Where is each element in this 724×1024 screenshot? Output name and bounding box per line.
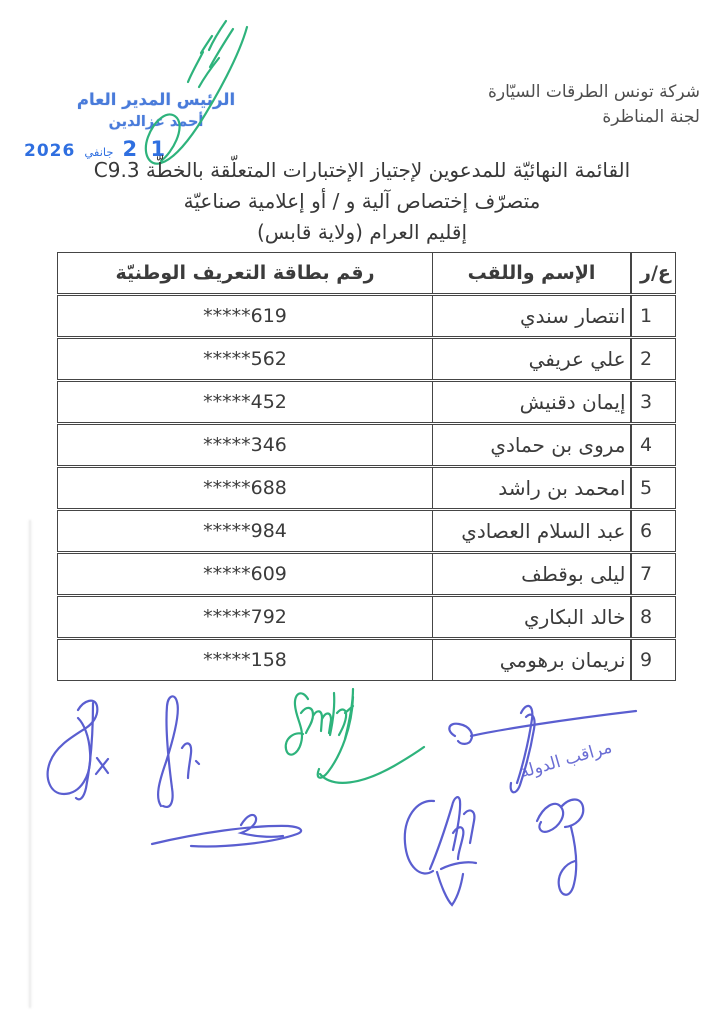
row-rank: 9 xyxy=(630,639,676,681)
row-id-value: *****984 xyxy=(203,520,287,542)
row-id xyxy=(57,553,433,595)
row-id-value: *****619 xyxy=(203,305,287,327)
row-id-value: *****562 xyxy=(203,348,287,370)
date-stamp-month: جانفي xyxy=(84,145,114,159)
candidates-table xyxy=(57,252,676,681)
signatures-block xyxy=(0,680,724,920)
row-id-value: *****346 xyxy=(203,434,287,456)
row-id xyxy=(57,295,433,337)
table-row xyxy=(57,295,676,337)
row-name: علي عريفي xyxy=(432,338,632,380)
row-rank: 7 xyxy=(630,553,676,595)
date-stamp-year: 2026 xyxy=(24,141,76,161)
row-id xyxy=(57,381,433,423)
org-name: شركة تونس الطرقات السيّارة xyxy=(488,82,700,102)
row-id-value: *****792 xyxy=(203,606,287,628)
row-id-value: *****609 xyxy=(203,563,287,585)
row-rank: 8 xyxy=(630,596,676,638)
signature-3-icon xyxy=(286,689,424,783)
row-name: ليلى بوقطف xyxy=(432,553,632,595)
table-row xyxy=(57,596,676,638)
signature-6-icon xyxy=(405,797,476,905)
row-id xyxy=(57,596,433,638)
row-rank: 5 xyxy=(630,467,676,509)
header-id-card: رقم بطاقة التعريف الوطنيّة xyxy=(57,252,433,294)
row-id-value: *****158 xyxy=(203,649,287,671)
row-name: انتصار سندي xyxy=(432,295,632,337)
signature-2-icon xyxy=(158,696,199,807)
title-line-3: إقليم العرام (ولاية قابس) xyxy=(256,220,468,244)
row-rank: 2 xyxy=(630,338,676,380)
header-name: الإسم واللقب xyxy=(432,252,632,294)
table-row xyxy=(57,553,676,595)
stamp-signer-name: أحمد عزالدين xyxy=(108,114,204,130)
stamp-role: الرئيس المدير العام xyxy=(76,90,236,109)
row-name: نريمان برهومي xyxy=(432,639,632,681)
table-row xyxy=(57,510,676,552)
row-id xyxy=(57,467,433,509)
row-id-value: *****688 xyxy=(203,477,287,499)
scan-artifact xyxy=(29,520,31,1008)
row-name: خالد البكاري xyxy=(432,596,632,638)
table-row xyxy=(57,338,676,380)
signature-7-icon xyxy=(537,800,583,895)
row-rank: 3 xyxy=(630,381,676,423)
signature-4-icon xyxy=(152,815,301,847)
header-rank: ع/ر xyxy=(630,252,676,294)
title-line-1: القائمة النهائيّة للمدعوين لإجتياز الإختبارات المتعلّقة بالخطّة C9.3 xyxy=(93,158,631,182)
row-name: امحمد بن راشد xyxy=(432,467,632,509)
document-title xyxy=(28,155,696,248)
row-name: عبد السلام العصادي xyxy=(432,510,632,552)
handwritten-note: مراقب الدولة xyxy=(517,737,615,783)
row-name: مروى بن حمادي xyxy=(432,424,632,466)
row-name: إيمان دقنيش xyxy=(432,381,632,423)
title-line-2: متصرّف إختصاص آلية و / أو إعلامية صناعيّة xyxy=(183,189,541,213)
row-id-value: *****452 xyxy=(203,391,287,413)
table-header-row xyxy=(57,252,676,294)
org-header xyxy=(488,80,700,130)
signature-1-icon xyxy=(48,701,108,800)
row-rank: 6 xyxy=(630,510,676,552)
date-stamp-day: 1 2 xyxy=(122,137,169,161)
committee-name: لجنة المناظرة xyxy=(602,107,700,127)
table-row xyxy=(57,639,676,681)
row-id xyxy=(57,510,433,552)
row-id xyxy=(57,424,433,466)
row-rank: 1 xyxy=(630,295,676,337)
table-row xyxy=(57,424,676,466)
row-id xyxy=(57,639,433,681)
approval-stamp xyxy=(52,90,260,130)
table-row xyxy=(57,467,676,509)
row-id xyxy=(57,338,433,380)
row-rank: 4 xyxy=(630,424,676,466)
table-row xyxy=(57,381,676,423)
